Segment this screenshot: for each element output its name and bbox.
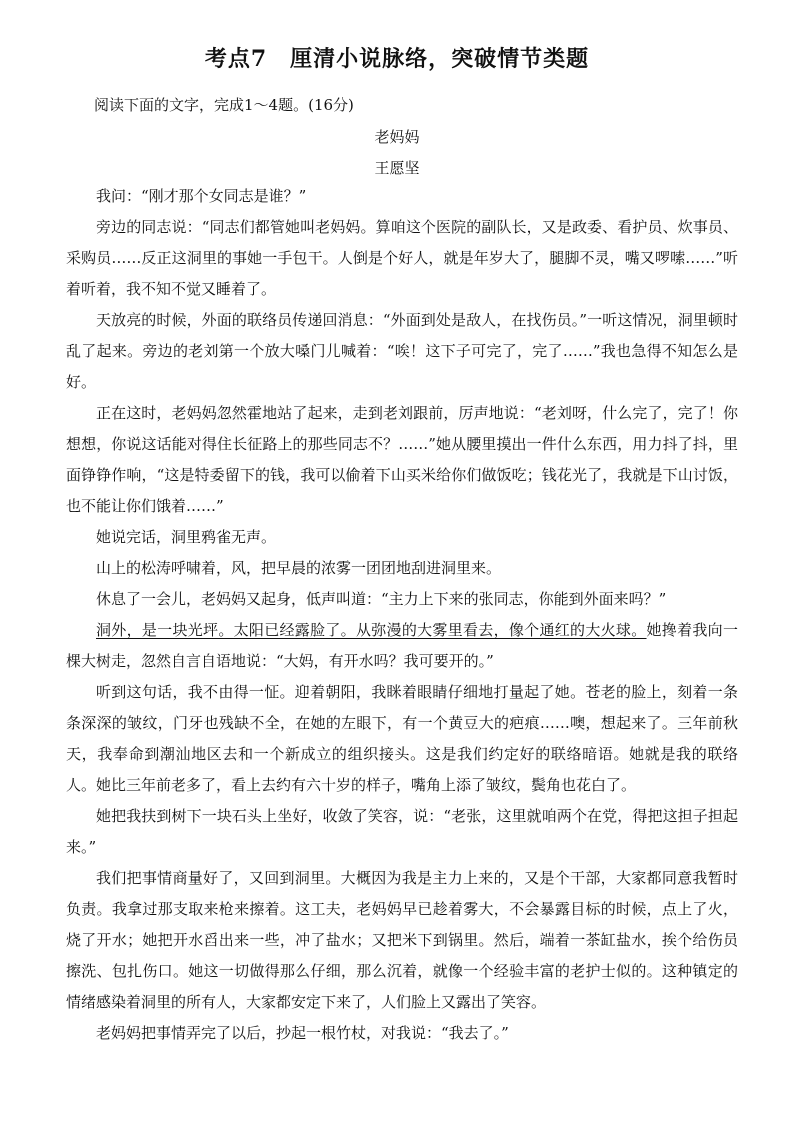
paragraph: 她说完话，洞里鸦雀无声。: [96, 528, 277, 546]
paragraph: 老妈妈把事情弄完了以后，抄起一根竹杖，对我说：“我去了。”: [96, 1024, 509, 1042]
paragraph: 她把我扶到树下一块石头上坐好，收敛了笑容，说：“老张，这里就咱两个在党，得把这担子担起来。”: [66, 807, 738, 856]
story-body: [66, 181, 738, 1049]
paragraph: 山上的松涛呼啸着，风，把早晨的浓雾一团团地刮进洞里来。: [96, 559, 502, 577]
paragraph: 我们把事情商量好了，又回到洞里。大概因为我是主力上来的，又是个干部，大家都同意我暂时负责。我拿过那支取来枪来擦着。这工夫，老妈妈早已趁着雾大，不会暴露目标的时候，点上了火，烧了开水；她把开水舀出来一些，冲了盐水；又把米下到锅里。然后，端着一茶缸盐水，挨个给伤员擦洗、包扎伤口。她这一切做得那么仔细，那么沉着，就像一个经验丰富的老护士似的。这种镇定的情绪感染着洞里的所有人，大家都安定下来了，人们脸上又露出了笑容。: [66, 869, 738, 1011]
paragraph: 洞外，是一块光坪。太阳已经露脸了。从弥漫的大雾里看去，像个通红的大火球。她搀着我向一棵大树走，忽然自言自语地说：“大妈，有开水吗？我可要开的。”: [66, 621, 738, 670]
page-title: 考点7 厘清小说脉络，突破情节类题: [204, 46, 590, 72]
paragraph: 我问：“刚才那个女同志是谁？”: [96, 187, 307, 205]
question-instruction: 阅读下面的文字，完成1～4题。(16分): [94, 96, 354, 114]
paragraph: 旁边的同志说：“同志们都管她叫老妈妈。算咱这个医院的副队长，又是政委、看护员、炊事员、采购员……反正这洞里的事她一手包干。人倒是个好人，就是年岁大了，腿脚不灵，嘴又啰嗦……”听着听着，我不知不觉又睡着了。: [66, 218, 738, 298]
paragraph: 天放亮的时候，外面的联络员传递回消息：“外面到处是敌人，在找伤员。”一听这情况，洞里顿时乱了起来。旁边的老刘第一个放大嗓门儿喊着：“唉！这下子可完了，完了……”我也急得不知怎么是好。: [66, 311, 738, 391]
paragraph: 听到这句话，我不由得一怔。迎着朝阳，我眯着眼睛仔细地打量起了她。苍老的脸上，刻着一条条深深的皱纹，门牙也残缺不全，在她的左眼下，有一个黄豆大的疤痕……噢，想起来了。三年前秋天，我奉命到潮汕地区去和一个新成立的组织接头。这是我们约定好的联络暗语。她就是我的联络人。她比三年前老多了，看上去约有六十岁的样子，嘴角上添了皱纹，鬓角也花白了。: [66, 683, 738, 794]
story-title: 老妈妈: [374, 128, 420, 146]
paragraph: 休息了一会儿，老妈妈又起身，低声叫道：“主力上下来的张同志，你能到外面来吗？”: [96, 590, 667, 608]
paragraph: 正在这时，老妈妈忽然霍地站了起来，走到老刘跟前，厉声地说：“老刘呀，什么完了，完了！你想想，你说这话能对得住长征路上的那些同志不？……”她从腰里摸出一件什么东西，用力抖了抖，里面铮铮作响，“这是特委留下的钱，我可以偷着下山买米给你们做饭吃；钱花光了，我就是下山讨饭，也不能让你们饿着……”: [66, 404, 738, 515]
story-author: 王愿坚: [374, 159, 420, 177]
underlined-sentence: 洞外，是一块光坪。太阳已经露脸了。从弥漫的大雾里看去，像个通红的大火球。: [96, 621, 647, 639]
